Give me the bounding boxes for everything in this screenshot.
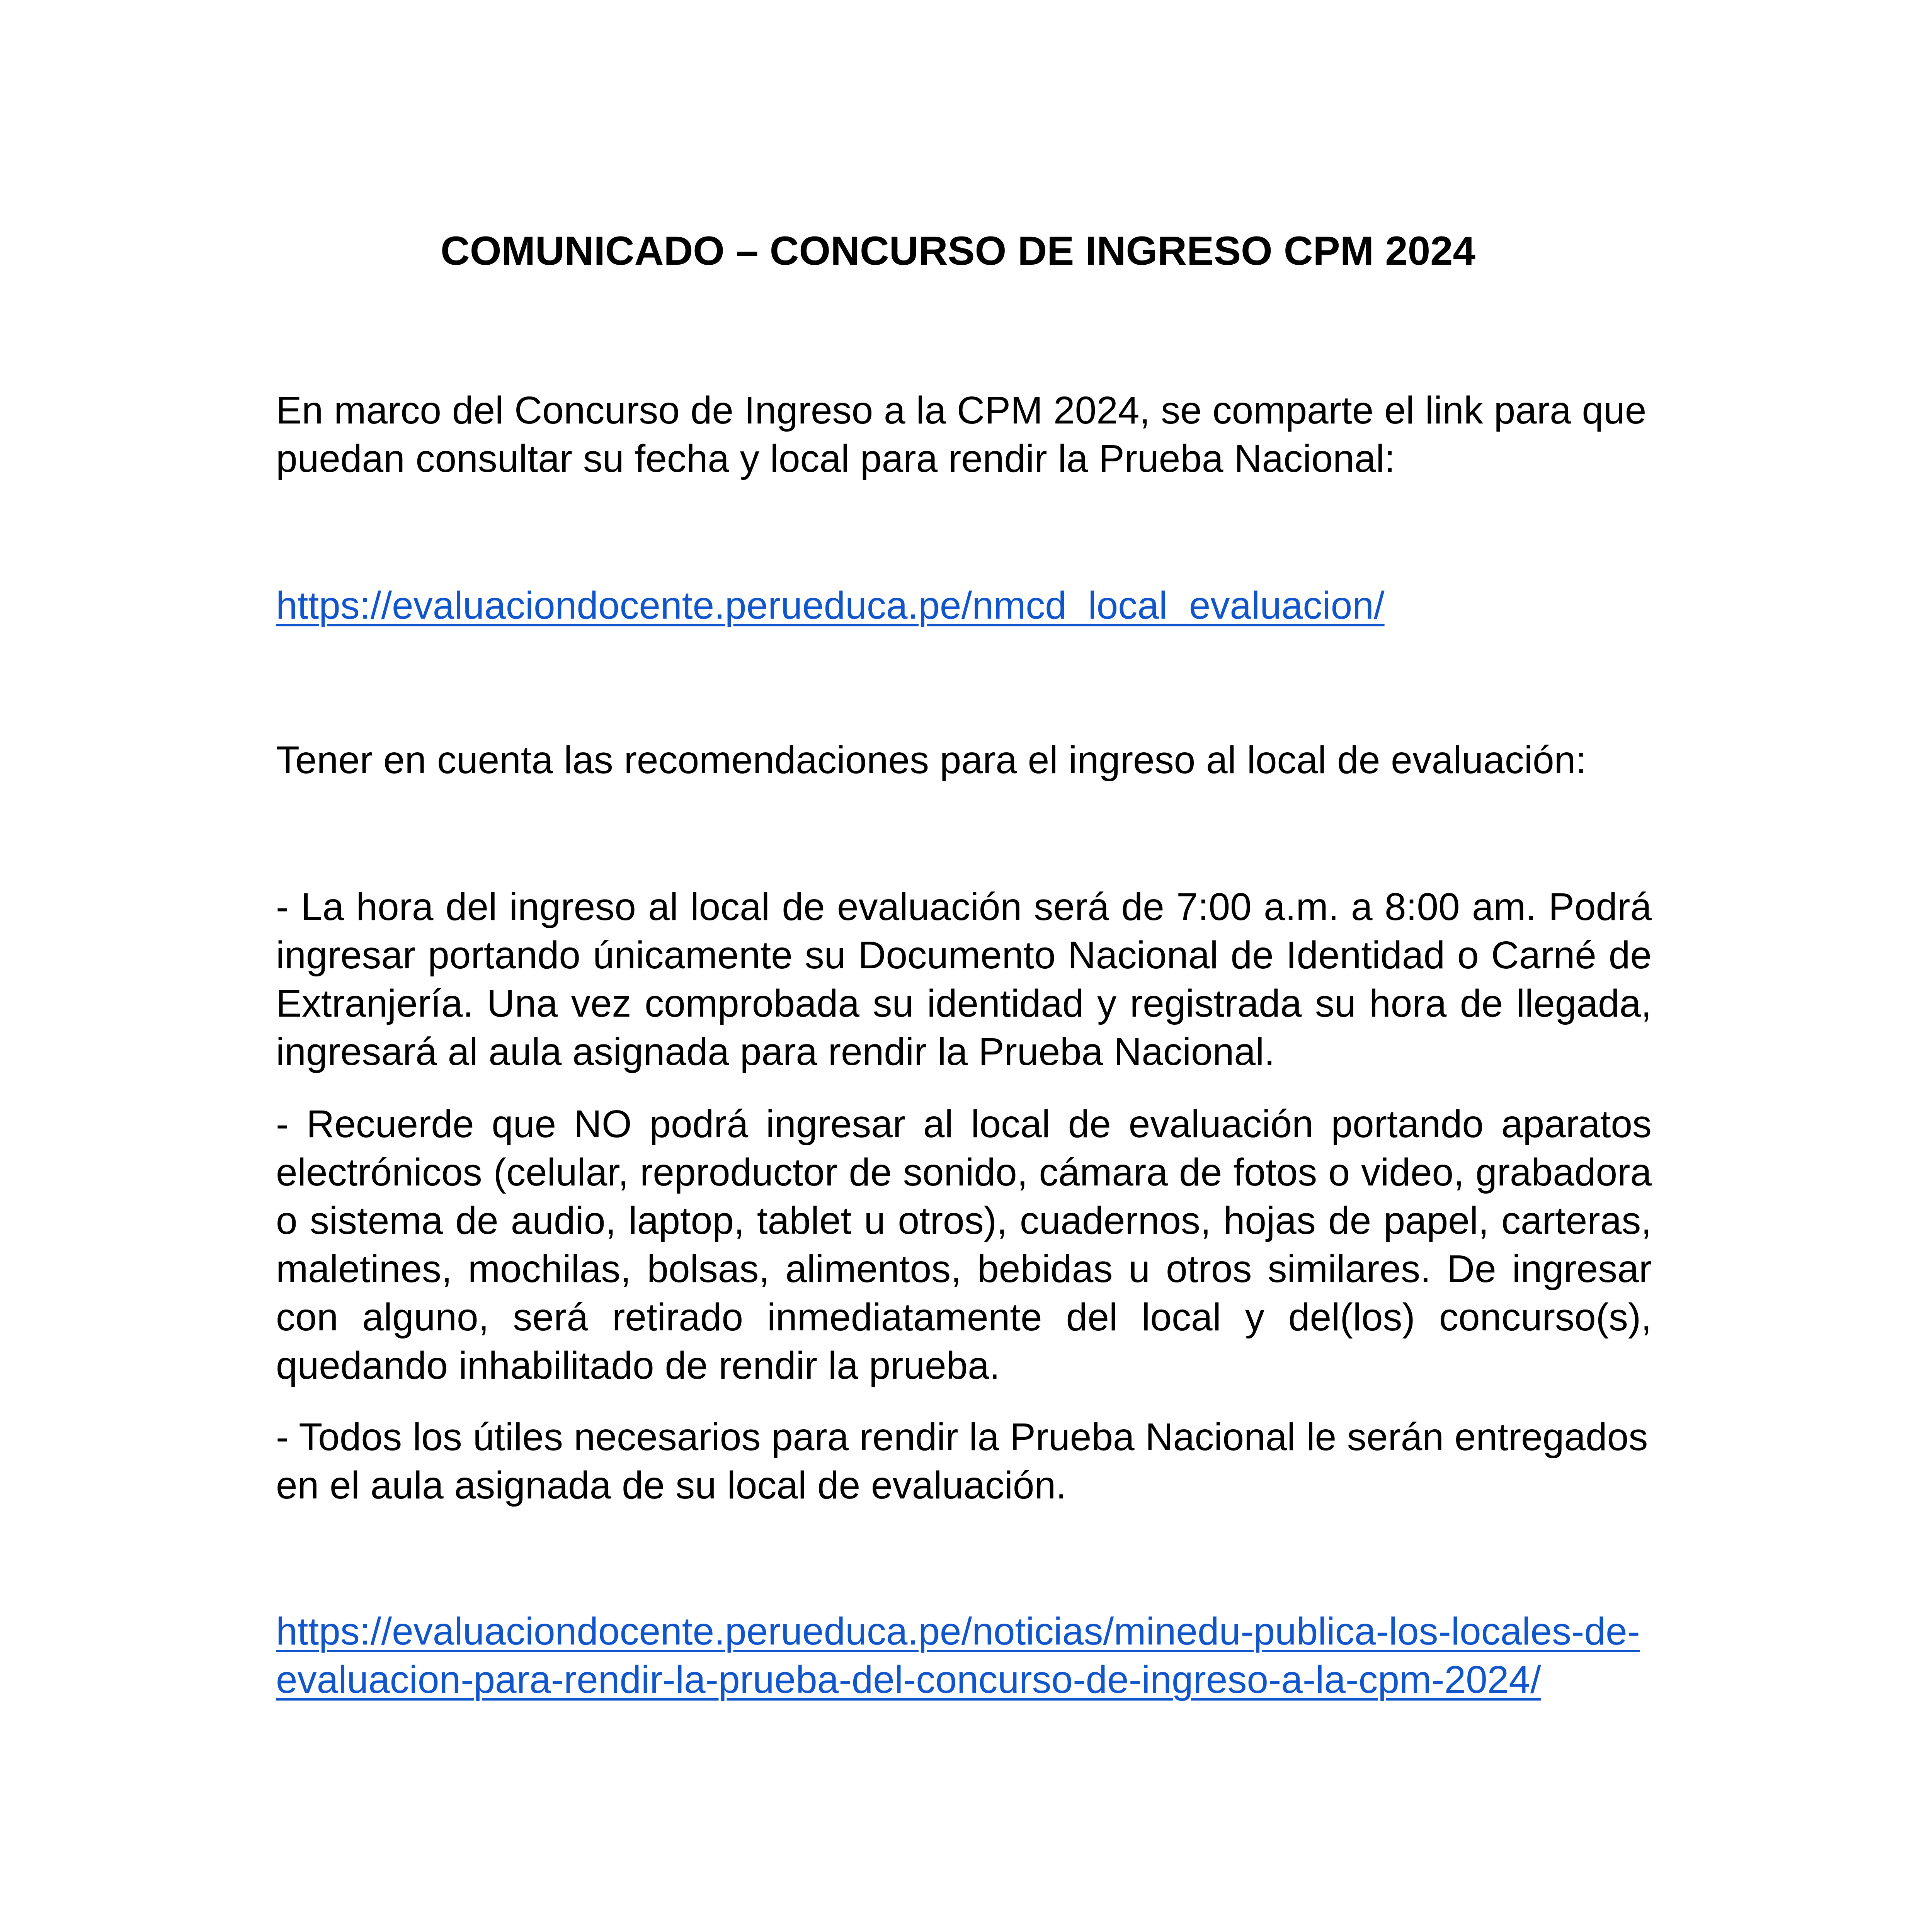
recommendation-item-prohibited-items: - Recuerde que NO podrá ingresar al local de evaluación portando aparatos electrónicos (celular, reproductor de sonido, cámara de fotos o video, grabadora o sistema de audio, laptop, tablet u otros), cuadernos, hojas de papel, carteras, maletines, mochilas, bolsas, alimentos, bebidas u otros similares. De ingresar con alguno, será retirado inmediatamente del local y del(los) concurso(s), quedando inhabilitado de rendir la prueba. (276, 1102, 1652, 1387)
noticia-link[interactable]: https://evaluaciondocente.perueduca.pe/noticias/minedu-publica-los-locales-de-evaluacion-para-rendir-la-prueba-del-concurso-de-ingreso-a-la-cpm-2024/ (276, 1610, 1640, 1701)
page-title: COMUNICADO – CONCURSO DE INGRESO CPM 2024 (441, 228, 1475, 274)
recommendations-heading: Tener en cuenta las recomendaciones para el ingreso al local de evaluación: (276, 738, 1587, 782)
noticia-link-line (276, 1607, 1652, 1704)
local-evaluacion-link-line (276, 582, 1652, 630)
intro-paragraph: En marco del Concurso de Ingreso a la CPM 2024, se comparte el link para que puedan consultar su fecha y local para rendir la Prueba Nacional: (276, 389, 1647, 480)
recommendation-item-supplies: - Todos los útiles necesarios para rendir la Prueba Nacional le serán entregados en el aula asignada de su local de evaluación. (276, 1415, 1648, 1507)
recommendation-item-schedule: - La hora del ingreso al local de evaluación será de 7:00 a.m. a 8:00 am. Podrá ingresar portando únicamente su Documento Nacional de Identidad o Carné de Extranjería. Una vez comprobada su identidad y registrada su hora de llegada, ingresará al aula asignada para rendir la Prueba Nacional. (276, 885, 1652, 1073)
local-evaluacion-link[interactable]: https://evaluaciondocente.perueduca.pe/nmcd_local_evaluacion/ (276, 584, 1385, 627)
